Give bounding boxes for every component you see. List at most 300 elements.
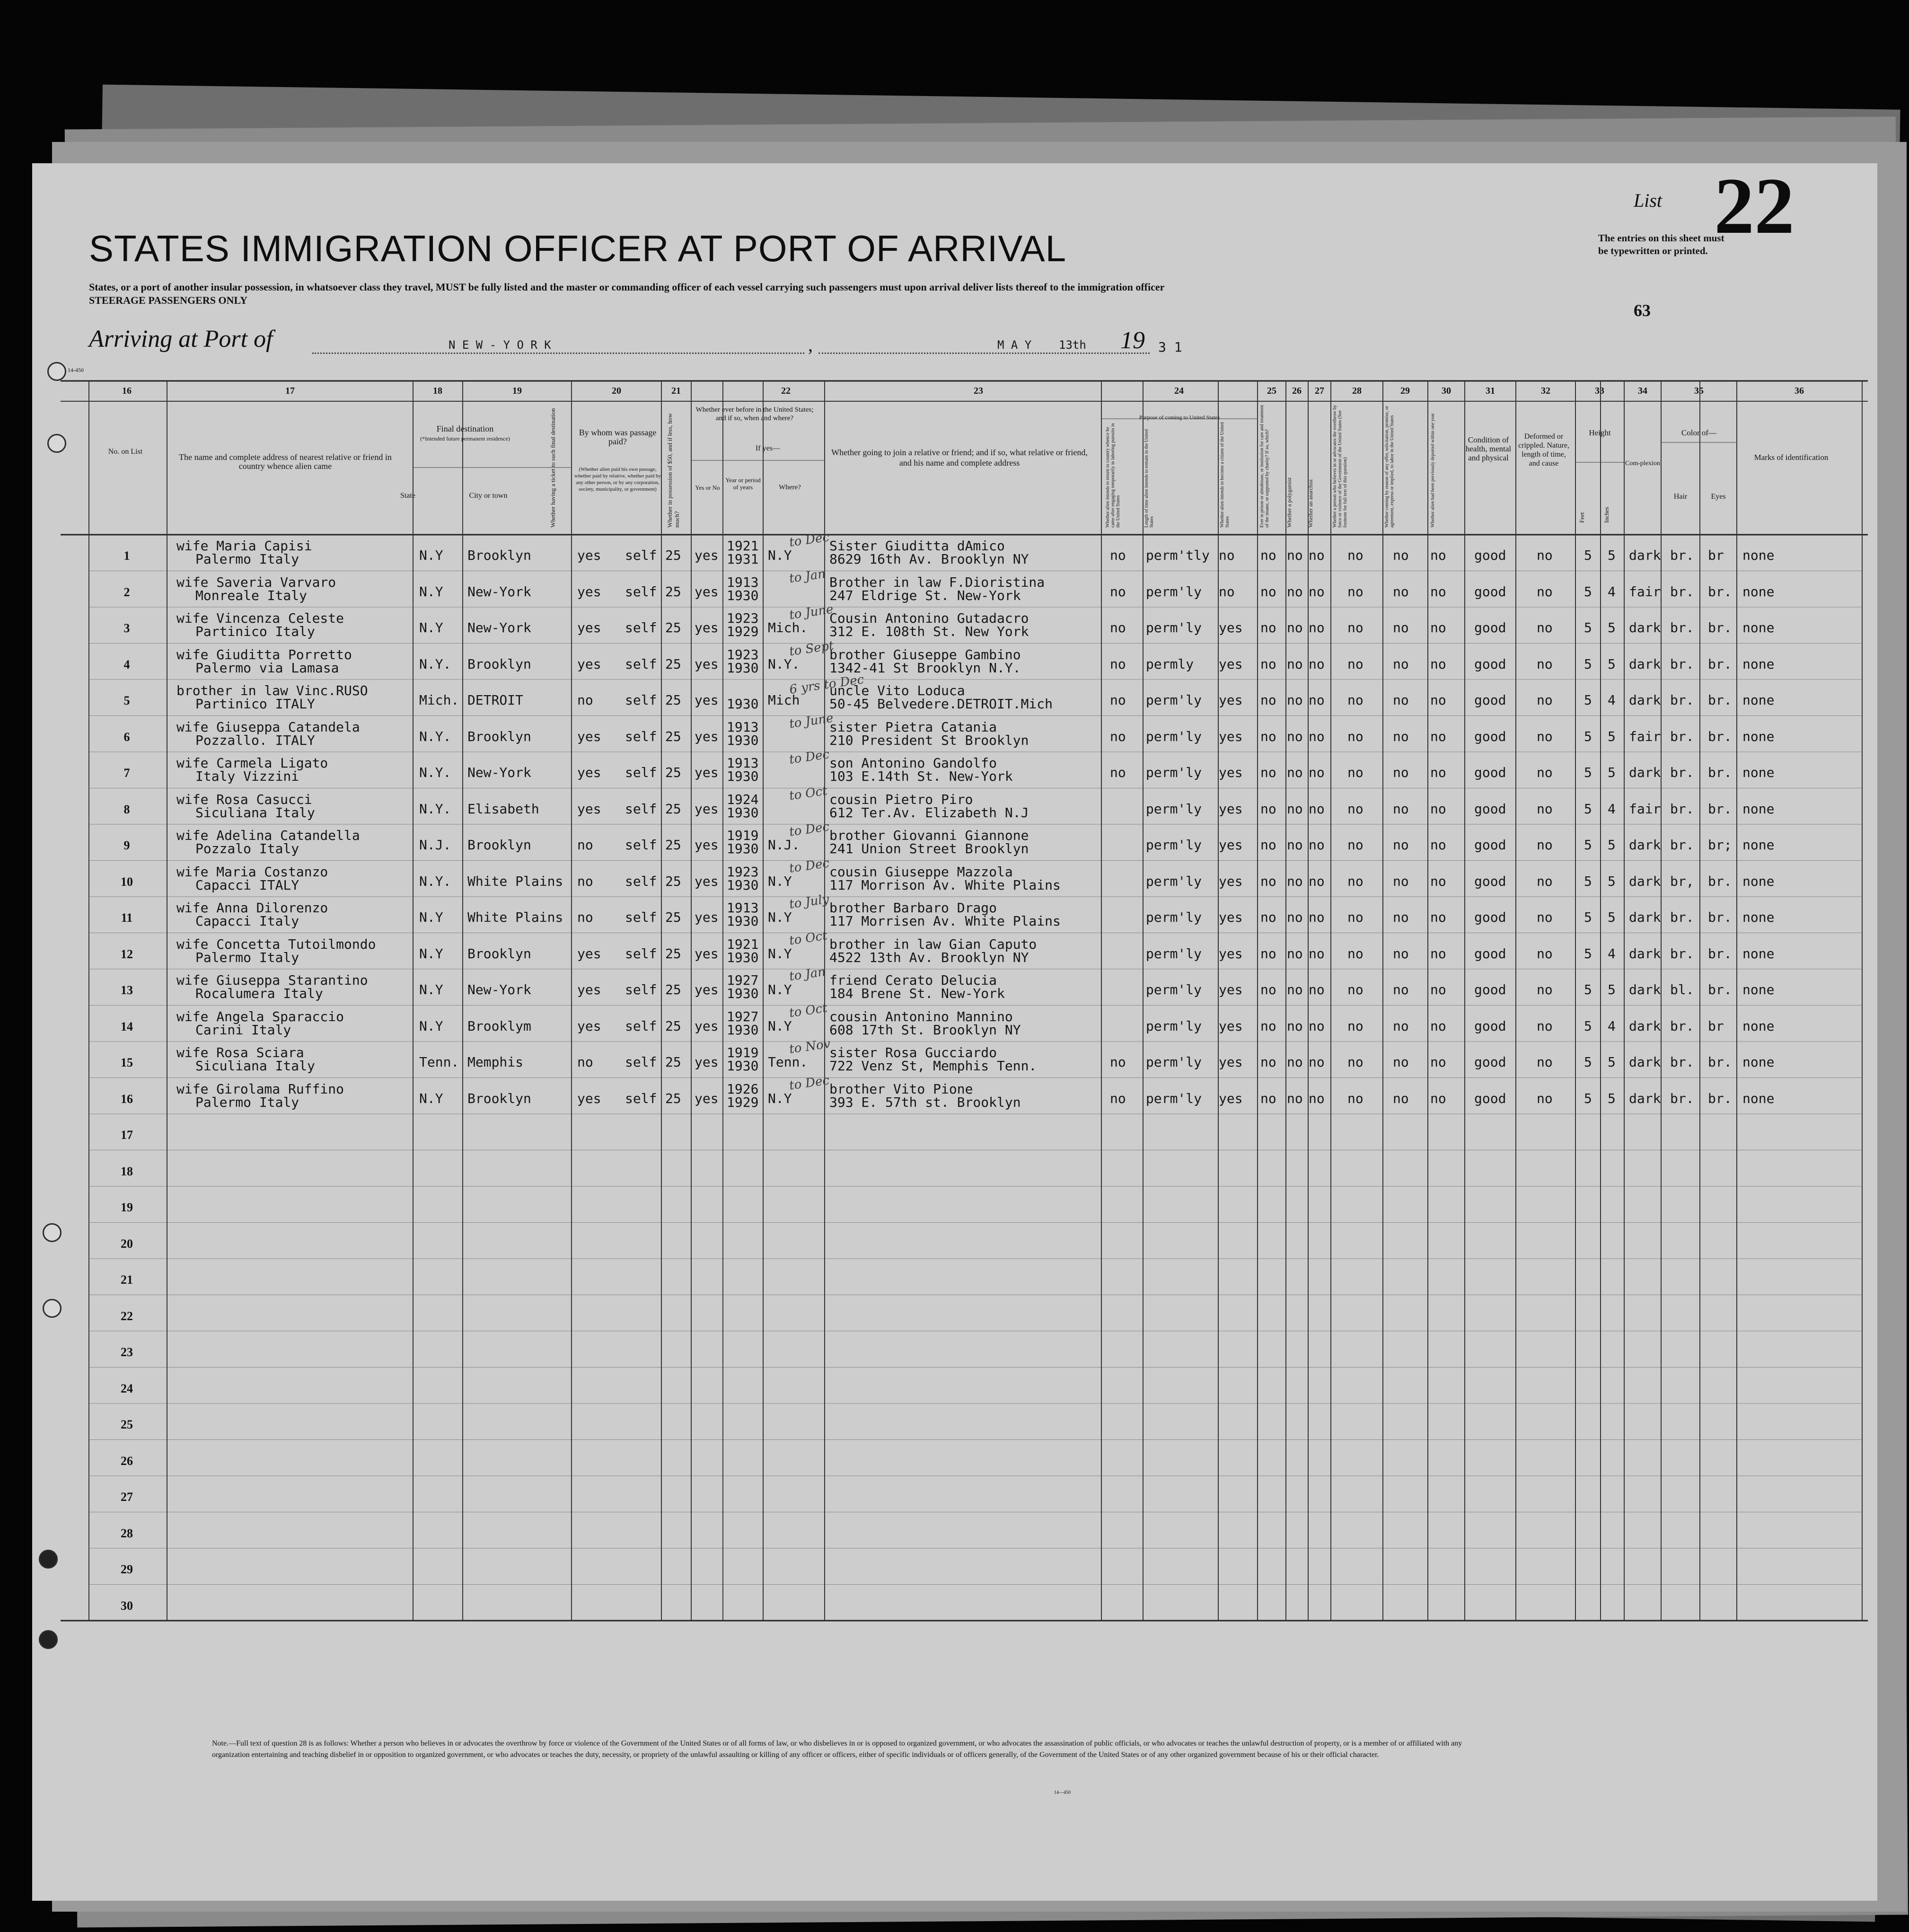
cell-complexion: dark bbox=[1629, 1018, 1661, 1034]
cell-year-last: 1930 bbox=[727, 1022, 759, 1038]
cell-joining-relative: brother in law Gian Caputo bbox=[829, 936, 1037, 952]
column-number: 28 bbox=[1352, 386, 1362, 396]
cell-before-yes-no: yes bbox=[695, 656, 719, 672]
cell-relative-name: wife Maria Costanzo bbox=[176, 864, 328, 880]
column-number: 17 bbox=[285, 386, 295, 396]
header-joining: Whether going to join a relative or friend; and if so, what relative or friend, and his name and complete address bbox=[831, 448, 1088, 468]
column-number: 20 bbox=[612, 386, 621, 396]
cell-money: 25 bbox=[665, 692, 681, 708]
cell-year-first: 1927 bbox=[727, 1008, 759, 1024]
cell-eyes: br bbox=[1708, 547, 1724, 564]
cell-city: Brooklyn bbox=[467, 837, 531, 853]
cell-state: N.J. bbox=[419, 837, 451, 853]
cell-polygamist: no bbox=[1287, 909, 1303, 926]
cell-passage-paid-by: self bbox=[625, 801, 657, 817]
punch-hole bbox=[43, 1223, 62, 1242]
cell-q28: no bbox=[1347, 620, 1364, 636]
cell-q28: no bbox=[1347, 656, 1364, 672]
cell-joining-relative: Sister Giuditta dAmico bbox=[829, 538, 1005, 554]
cell-before-yes-no: yes bbox=[695, 945, 719, 962]
row-number: 13 bbox=[121, 983, 133, 997]
cell-ticket: yes bbox=[577, 1018, 601, 1034]
cell-deformed: no bbox=[1537, 982, 1553, 998]
header-ticket: Whether having a ticket to such final destination bbox=[549, 408, 556, 528]
cell-where: N.Y bbox=[768, 909, 792, 926]
header-purpose: Purpose of coming to United States bbox=[1139, 414, 1220, 421]
cell-anarchist: no bbox=[1309, 1054, 1325, 1070]
cell-year-first: 1913 bbox=[727, 719, 759, 735]
cell-where: N.Y bbox=[768, 1090, 792, 1106]
cell-city: Brooklyn bbox=[467, 656, 531, 672]
cell-polygamist: no bbox=[1287, 801, 1303, 817]
cell-q29: no bbox=[1393, 728, 1409, 744]
cell-passage-paid-by: self bbox=[625, 620, 657, 636]
cell-money: 25 bbox=[665, 873, 681, 889]
cell-year-first: 1923 bbox=[727, 610, 759, 626]
cell-year-last: 1930 bbox=[727, 877, 759, 893]
cell-purpose-citizen: yes bbox=[1219, 801, 1243, 817]
cell-marks: none bbox=[1742, 837, 1775, 853]
header-purpose-citizen: Whether alien intends to become a citizen of the United States bbox=[1220, 422, 1230, 528]
cell-passage-paid-by: self bbox=[625, 692, 657, 708]
cell-q30: no bbox=[1430, 1054, 1446, 1070]
cell-joining-address: 241 Union Street Brooklyn bbox=[829, 841, 1029, 857]
column-number: 19 bbox=[512, 386, 522, 396]
cell-polygamist: no bbox=[1287, 1018, 1303, 1034]
footnote: Note.—Full text of question 28 is as follows: Whether a person who believes in or advocates the overthrow by force or violence of the Government of the United States or of all forms of law, or who disbelieves in or is opposed to organized government, or who advocates the assassination of public officials, or who advocates or teaches the unlawful destruction of property, or is a member of or affiliated with any organization entertaining and teaching disbelief in or opposition to organized government, or who advocates or teaches the duty, necessity, or propriety of the unlawful assaulting or killing of any officer or officers, either of specific individuals or of officers generally, of the Government of the United States or of any other organized government because of his or their official character. bbox=[212, 1739, 1462, 1759]
cell-city: White Plains bbox=[467, 909, 563, 926]
cell-where: N.Y bbox=[768, 1018, 792, 1034]
cell-anarchist: no bbox=[1309, 1018, 1325, 1034]
cell-year-last: 1929 bbox=[727, 624, 759, 640]
cell-relative-name: wife Angela Sparaccio bbox=[176, 1008, 344, 1024]
cell-purpose-citizen: yes bbox=[1219, 765, 1243, 781]
cell-q30: no bbox=[1430, 909, 1446, 926]
row-number: 7 bbox=[123, 766, 130, 780]
cell-before-yes-no: yes bbox=[695, 909, 719, 926]
cell-joining-relative: friend Cerato Delucia bbox=[829, 972, 997, 988]
cell-money: 25 bbox=[665, 945, 681, 962]
cell-relative-name: wife Rosa Casucci bbox=[176, 791, 312, 807]
cell-purpose-length: perm'ly bbox=[1146, 837, 1202, 853]
port-name: N E W - Y O R K bbox=[449, 338, 551, 352]
cell-before-yes-no: yes bbox=[695, 1054, 719, 1070]
cell-joining-relative: Brother in law F.Dioristina bbox=[829, 574, 1045, 590]
cell-money: 25 bbox=[665, 801, 681, 817]
cell-complexion: fair bbox=[1629, 801, 1661, 817]
cell-height-inches: 5 bbox=[1608, 909, 1616, 926]
cell-relative-name: wife Anna Dilorenzo bbox=[176, 900, 328, 916]
cell-year-first: 1926 bbox=[727, 1081, 759, 1097]
cell-marks: none bbox=[1742, 1054, 1775, 1070]
cell-health: good bbox=[1474, 1054, 1506, 1070]
cell-q30: no bbox=[1430, 656, 1446, 672]
cell-height-feet: 5 bbox=[1584, 945, 1592, 962]
cell-health: good bbox=[1474, 1018, 1506, 1034]
header-polygamist: Whether a polygamist bbox=[1286, 477, 1293, 528]
cell-q28: no bbox=[1347, 801, 1364, 817]
cell-ticket: yes bbox=[577, 945, 601, 962]
cell-joining-address: 393 E. 57th st. Brooklyn bbox=[829, 1094, 1021, 1110]
cell-q29: no bbox=[1393, 656, 1409, 672]
cell-anarchist: no bbox=[1309, 692, 1325, 708]
cell-year-last: 1930 bbox=[727, 1058, 759, 1074]
cell-city: New-York bbox=[467, 620, 531, 636]
row-number: 12 bbox=[121, 947, 133, 961]
cell-eyes: br. bbox=[1708, 909, 1732, 926]
cell-polygamist: no bbox=[1287, 692, 1303, 708]
cell-complexion: dark bbox=[1629, 945, 1661, 962]
year-prefix: 19 bbox=[1120, 327, 1145, 354]
cell-relative-name: wife Concetta Tutoilmondo bbox=[176, 936, 376, 952]
cell-year-first: 1919 bbox=[727, 828, 759, 844]
cell-purpose-length: perm'ly bbox=[1146, 728, 1202, 744]
cell-complexion: dark bbox=[1629, 1090, 1661, 1106]
cell-height-inches: 5 bbox=[1608, 873, 1616, 889]
cell-where: Mich. bbox=[768, 620, 808, 636]
cell-hair: br. bbox=[1670, 837, 1694, 853]
cell-year-first: 1923 bbox=[727, 646, 759, 662]
column-number: 16 bbox=[122, 386, 132, 396]
cell-height-feet: 5 bbox=[1584, 547, 1592, 564]
cell-relative-town: Carini Italy bbox=[195, 1022, 291, 1038]
cell-year-last: 1930 bbox=[727, 841, 759, 857]
cell-height-inches: 5 bbox=[1608, 620, 1616, 636]
cell-anarchist: no bbox=[1309, 837, 1325, 853]
cell-anarchist: no bbox=[1309, 982, 1325, 998]
cell-year-last: 1930 bbox=[727, 986, 759, 1002]
cell-relative-town: Palermo Italy bbox=[195, 949, 299, 965]
header-final-destination: Final destination bbox=[436, 424, 494, 433]
cell-height-feet: 5 bbox=[1584, 1054, 1592, 1070]
cell-year-first: 1921 bbox=[727, 538, 759, 554]
cell-marks: none bbox=[1742, 801, 1775, 817]
cell-state: N.Y bbox=[419, 583, 443, 600]
cell-marks: none bbox=[1742, 765, 1775, 781]
cell-q30: no bbox=[1430, 765, 1446, 781]
cell-eyes: br. bbox=[1708, 1090, 1732, 1106]
cell-hair: br. bbox=[1670, 1018, 1694, 1034]
cell-height-inches: 5 bbox=[1608, 656, 1616, 672]
punch-hole bbox=[39, 1550, 58, 1569]
cell-hair: br. bbox=[1670, 801, 1694, 817]
cell-height-feet: 5 bbox=[1584, 873, 1592, 889]
cell-height-feet: 5 bbox=[1584, 728, 1592, 744]
cell-deformed: no bbox=[1537, 547, 1553, 564]
cell-money: 25 bbox=[665, 728, 681, 744]
header-where: Where? bbox=[779, 484, 801, 491]
cell-height-feet: 5 bbox=[1584, 1090, 1592, 1106]
cell-q28: no bbox=[1347, 547, 1364, 564]
cell-joining-relative: sister Rosa Gucciardo bbox=[829, 1045, 997, 1061]
cell-height-inches: 4 bbox=[1608, 692, 1616, 708]
cell-complexion: dark bbox=[1629, 982, 1661, 998]
cell-relative-town: Siculiana Italy bbox=[195, 804, 315, 820]
header-passage: By whom was passage paid? bbox=[579, 428, 657, 446]
cell-before-yes-no: yes bbox=[695, 728, 719, 744]
cell-anarchist: no bbox=[1309, 1090, 1325, 1106]
cell-deformed: no bbox=[1537, 583, 1553, 600]
cell-prison: no bbox=[1260, 1018, 1276, 1034]
cell-relative-town: Palermo Italy bbox=[195, 551, 299, 567]
cell-purpose-return: no bbox=[1110, 765, 1126, 781]
cell-ticket: yes bbox=[577, 728, 601, 744]
cell-q28: no bbox=[1347, 909, 1364, 926]
cell-q29: no bbox=[1393, 945, 1409, 962]
cell-before-yes-no: yes bbox=[695, 583, 719, 600]
cell-state: N.Y. bbox=[419, 765, 451, 781]
cell-deformed: no bbox=[1537, 945, 1553, 962]
cell-height-inches: 4 bbox=[1608, 1018, 1616, 1034]
cell-anarchist: no bbox=[1309, 873, 1325, 889]
cell-marks: none bbox=[1742, 1018, 1775, 1034]
cell-anarchist: no bbox=[1309, 583, 1325, 600]
cell-health: good bbox=[1474, 692, 1506, 708]
cell-passage-paid-by: self bbox=[625, 728, 657, 744]
cell-before-yes-no: yes bbox=[695, 547, 719, 564]
punch-hole bbox=[47, 362, 66, 381]
cell-where: N.Y bbox=[768, 945, 792, 962]
cell-deformed: no bbox=[1537, 1090, 1553, 1106]
cell-complexion: dark bbox=[1629, 765, 1661, 781]
list-label: List bbox=[1634, 190, 1663, 211]
cell-q28: no bbox=[1347, 1054, 1364, 1070]
cell-purpose-length: perm'ly bbox=[1146, 620, 1202, 636]
cell-eyes: br. bbox=[1708, 692, 1732, 708]
column-number: 21 bbox=[671, 386, 681, 396]
cell-where: N.Y bbox=[768, 873, 792, 889]
cell-marks: none bbox=[1742, 656, 1775, 672]
cell-joining-relative: brother Giuseppe Gambino bbox=[829, 646, 1021, 662]
cell-anarchist: no bbox=[1309, 801, 1325, 817]
cell-purpose-return: no bbox=[1110, 583, 1126, 600]
cell-city: Brooklyn bbox=[467, 728, 531, 744]
cell-eyes: br; bbox=[1708, 837, 1732, 853]
cell-complexion: dark bbox=[1629, 837, 1661, 853]
cell-health: good bbox=[1474, 1090, 1506, 1106]
cell-relative-town: Monreale Italy bbox=[195, 587, 308, 603]
cell-year-last: 1930 bbox=[727, 660, 759, 676]
cell-height-inches: 4 bbox=[1608, 583, 1616, 600]
row-number: 30 bbox=[121, 1598, 133, 1613]
cell-complexion: dark bbox=[1629, 620, 1661, 636]
cell-purpose-return: no bbox=[1110, 728, 1126, 744]
comma: , bbox=[808, 334, 813, 355]
cell-relative-name: wife Saveria Varvaro bbox=[176, 574, 336, 590]
cell-relative-town: Siculiana Italy bbox=[195, 1058, 315, 1074]
cell-prison: no bbox=[1260, 837, 1276, 853]
cell-ticket: no bbox=[577, 692, 593, 708]
header-deformed: Deformed or crippled. Nature, length of time, and cause bbox=[1518, 432, 1569, 468]
cell-year-last: 1930 bbox=[727, 768, 759, 785]
column-number: 26 bbox=[1292, 386, 1302, 396]
cell-joining-address: 184 Brene St. New-York bbox=[829, 986, 1005, 1002]
cell-marks: none bbox=[1742, 1090, 1775, 1106]
cell-health: good bbox=[1474, 620, 1506, 636]
cell-height-feet: 5 bbox=[1584, 656, 1592, 672]
row-number: 27 bbox=[121, 1490, 133, 1504]
cell-height-inches: 5 bbox=[1608, 728, 1616, 744]
row-number: 4 bbox=[123, 657, 130, 671]
cell-joining-relative: uncle Vito Loduca bbox=[829, 683, 965, 699]
cell-before-yes-no: yes bbox=[695, 1090, 719, 1106]
cell-joining-address: 210 President St Brooklyn bbox=[829, 732, 1029, 748]
cell-passage-paid-by: self bbox=[625, 909, 657, 926]
cell-deformed: no bbox=[1537, 909, 1553, 926]
cell-complexion: dark bbox=[1629, 1054, 1661, 1070]
cell-joining-address: 612 Ter.Av. Elizabeth N.J bbox=[829, 804, 1029, 820]
row-number: 10 bbox=[121, 874, 133, 889]
cell-purpose-length: perm'ly bbox=[1146, 909, 1202, 926]
cell-eyes: br. bbox=[1708, 620, 1732, 636]
cell-where: Tenn. bbox=[768, 1054, 808, 1070]
cell-relative-name: wife Rosa Sciara bbox=[176, 1045, 304, 1061]
cell-joining-address: 4522 13th Av. Brooklyn NY bbox=[829, 949, 1029, 965]
cell-ticket: yes bbox=[577, 1090, 601, 1106]
cell-year-last: 1930 bbox=[727, 732, 759, 748]
row-number: 19 bbox=[121, 1200, 133, 1215]
cell-joining-address: 117 Morrison Av. White Plains bbox=[829, 877, 1061, 893]
cell-anarchist: no bbox=[1309, 945, 1325, 962]
form-code-bottom: 14—450 bbox=[1054, 1790, 1071, 1795]
handwritten-annotation: to Jan bbox=[788, 965, 827, 984]
cell-state: N.Y bbox=[419, 982, 443, 998]
cell-joining-relative: cousin Pietro Piro bbox=[829, 791, 973, 807]
cell-city: Brooklyn bbox=[467, 1090, 531, 1106]
cell-joining-address: 1342-41 St Brooklyn N.Y. bbox=[829, 660, 1021, 676]
cell-ticket: yes bbox=[577, 620, 601, 636]
cell-joining-address: 103 E.14th St. New-York bbox=[829, 768, 1013, 785]
punch-hole bbox=[43, 1299, 62, 1318]
row-number: 29 bbox=[121, 1562, 133, 1577]
cell-money: 25 bbox=[665, 656, 681, 672]
cell-eyes: br. bbox=[1708, 873, 1732, 889]
cell-prison: no bbox=[1260, 801, 1276, 817]
cell-ticket: yes bbox=[577, 656, 601, 672]
cell-polygamist: no bbox=[1287, 982, 1303, 998]
cell-hair: br. bbox=[1670, 583, 1694, 600]
cell-relative-town: Partinico Italy bbox=[195, 624, 315, 640]
cell-prison: no bbox=[1260, 583, 1276, 600]
cell-prison: no bbox=[1260, 547, 1276, 564]
row-number: 6 bbox=[123, 730, 130, 744]
cell-hair: br. bbox=[1670, 909, 1694, 926]
cell-state: N.Y bbox=[419, 620, 443, 636]
cell-purpose-citizen: yes bbox=[1219, 1054, 1243, 1070]
cell-state: N.Y. bbox=[419, 656, 451, 672]
cell-prison: no bbox=[1260, 620, 1276, 636]
cell-passage-paid-by: self bbox=[625, 547, 657, 564]
cell-year-first: 1923 bbox=[727, 864, 759, 880]
cell-city: Brooklyn bbox=[467, 547, 531, 564]
row-number: 11 bbox=[121, 911, 133, 925]
cell-relative-name: wife Giuditta Porretto bbox=[176, 646, 352, 662]
header-state: State bbox=[400, 492, 415, 500]
cell-purpose-length: permly bbox=[1146, 656, 1194, 672]
handwritten-annotation: to Dec bbox=[788, 747, 830, 768]
row-number: 9 bbox=[123, 838, 130, 853]
handwritten-annotation: to Dec bbox=[788, 820, 830, 840]
cell-state: N.Y. bbox=[419, 873, 451, 889]
cell-joining-address: 50-45 Belvedere.DETROIT.Mich bbox=[829, 696, 1053, 712]
column-number: 34 bbox=[1638, 386, 1647, 396]
cell-prison: no bbox=[1260, 909, 1276, 926]
cell-q30: no bbox=[1430, 1090, 1446, 1106]
cell-ticket: yes bbox=[577, 547, 601, 564]
cell-state: N.Y. bbox=[419, 801, 451, 817]
cell-relative-name: wife Maria Capisi bbox=[176, 538, 312, 554]
cell-relative-town: Palermo Italy bbox=[195, 1094, 299, 1110]
cell-money: 25 bbox=[665, 1090, 681, 1106]
cell-purpose-citizen: yes bbox=[1219, 620, 1243, 636]
cell-marks: none bbox=[1742, 873, 1775, 889]
row-number: 23 bbox=[121, 1345, 133, 1359]
cell-q30: no bbox=[1430, 873, 1446, 889]
cell-prison: no bbox=[1260, 728, 1276, 744]
column-number: 27 bbox=[1315, 386, 1324, 396]
header-marks: Marks of identification bbox=[1754, 453, 1829, 462]
row-number: 21 bbox=[121, 1273, 133, 1287]
cell-ticket: yes bbox=[577, 801, 601, 817]
header-relative: The name and complete address of nearest relative or friend in country whence alien came bbox=[179, 452, 392, 471]
cell-q29: no bbox=[1393, 1090, 1409, 1106]
column-number: 31 bbox=[1486, 386, 1495, 396]
cell-relative-name: wife Carmela Ligato bbox=[176, 755, 328, 771]
handwritten-annotation: to Oct bbox=[788, 1001, 828, 1021]
cell-q30: no bbox=[1430, 620, 1446, 636]
header-health: Condition of health, mental and physical bbox=[1465, 435, 1512, 462]
cell-city: New-York bbox=[467, 583, 531, 600]
cell-year-first: 1919 bbox=[727, 1045, 759, 1061]
cell-q30: no bbox=[1430, 728, 1446, 744]
cell-height-feet: 5 bbox=[1584, 765, 1592, 781]
cell-height-inches: 5 bbox=[1608, 547, 1616, 564]
list-number: 22 bbox=[1714, 161, 1795, 250]
cell-q29: no bbox=[1393, 692, 1409, 708]
cell-purpose-citizen: yes bbox=[1219, 909, 1243, 926]
cell-state: N.Y bbox=[419, 1090, 443, 1106]
cell-anarchist: no bbox=[1309, 547, 1325, 564]
year-suffix: 3 1 bbox=[1158, 339, 1182, 355]
cell-where: N.Y bbox=[768, 547, 792, 564]
cell-ticket: no bbox=[577, 837, 593, 853]
cell-before-yes-no: yes bbox=[695, 692, 719, 708]
row-number: 25 bbox=[121, 1418, 133, 1432]
row-number: 15 bbox=[121, 1056, 133, 1070]
cell-prison: no bbox=[1260, 1090, 1276, 1106]
cell-deformed: no bbox=[1537, 620, 1553, 636]
handwritten-annotation: to Jan bbox=[788, 566, 827, 586]
cell-money: 25 bbox=[665, 909, 681, 926]
handwritten-annotation: to June bbox=[788, 602, 835, 623]
header-year-period: Year or period of years bbox=[725, 476, 761, 491]
cell-polygamist: no bbox=[1287, 1054, 1303, 1070]
form-code-top: 14-450 bbox=[68, 367, 84, 373]
cell-prison: no bbox=[1260, 945, 1276, 962]
cell-purpose-length: perm'ly bbox=[1146, 1090, 1202, 1106]
cell-money: 25 bbox=[665, 547, 681, 564]
cell-joining-relative: brother Barbaro Drago bbox=[829, 900, 997, 916]
cell-relative-town: Capacci Italy bbox=[195, 913, 299, 929]
cell-joining-relative: Cousin Antonino Gutadacro bbox=[829, 610, 1029, 626]
cell-money: 25 bbox=[665, 837, 681, 853]
column-number: 18 bbox=[433, 386, 442, 396]
cell-city: New-York bbox=[467, 982, 531, 998]
cell-polygamist: no bbox=[1287, 765, 1303, 781]
cell-height-inches: 4 bbox=[1608, 945, 1616, 962]
header-purpose-length: Length of time alien intends to remain in the United States bbox=[1144, 429, 1154, 528]
cell-polygamist: no bbox=[1287, 1090, 1303, 1106]
